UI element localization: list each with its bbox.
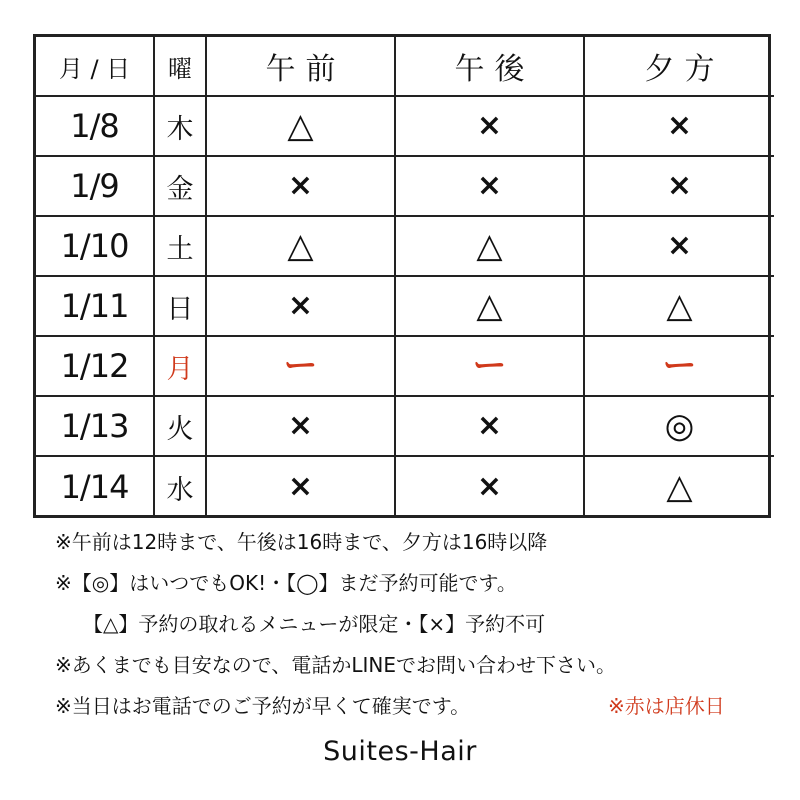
weekday-cell: 水 [155, 457, 207, 517]
availability-morning-cell: △ [207, 217, 396, 277]
brand-name: Suites-Hair [323, 736, 477, 767]
availability-evening-cell: × [585, 97, 774, 157]
header-weekday: 曜 [155, 37, 207, 97]
note-contact: ※あくまでも目安なので、電話かLINEでお問い合わせ下さい。 [55, 653, 616, 677]
availability-afternoon-cell: × [396, 457, 585, 517]
date-cell: 1/9 [36, 157, 155, 217]
weekday-cell: 土 [155, 217, 207, 277]
header-morning: 午前 [207, 37, 396, 97]
availability-morning-cell: ー [207, 337, 396, 397]
date-cell: 1/8 [36, 97, 155, 157]
date-cell: 1/12 [36, 337, 155, 397]
date-cell: 1/11 [36, 277, 155, 337]
weekday-cell: 火 [155, 397, 207, 457]
holiday-note: ※赤は店休日 [608, 694, 725, 718]
date-cell: 1/14 [36, 457, 155, 517]
availability-morning-cell: × [207, 277, 396, 337]
date-cell: 1/13 [36, 397, 155, 457]
note-symbol-legend-2: 【△】予約の取れるメニューが限定・【×】予約不可 [83, 612, 546, 636]
header-afternoon: 午後 [396, 37, 585, 97]
availability-morning-cell: × [207, 457, 396, 517]
weekday-cell: 金 [155, 157, 207, 217]
note-time-definition: ※午前は12時まで、午後は16時まで、夕方は16時以降 [55, 530, 548, 554]
availability-evening-cell: △ [585, 277, 774, 337]
header-evening: 夕方 [585, 37, 774, 97]
date-cell: 1/10 [36, 217, 155, 277]
note-symbol-legend-1: ※【◎】はいつでもOK!・【◯】まだ予約可能です。 [55, 571, 517, 595]
weekday-cell: 日 [155, 277, 207, 337]
note-same-day: ※当日はお電話でのご予約が早くて確実です。 [55, 694, 471, 718]
availability-evening-cell: ー [585, 337, 774, 397]
weekday-cell: 月 [155, 337, 207, 397]
availability-evening-cell: × [585, 217, 774, 277]
availability-evening-cell: △ [666, 467, 693, 507]
availability-afternoon-cell: ー [396, 337, 585, 397]
schedule-table [33, 34, 771, 518]
weekday-cell: 木 [155, 97, 207, 157]
availability-morning-cell: × [207, 157, 396, 217]
availability-afternoon-cell: △ [396, 217, 585, 277]
availability-evening-cell: × [585, 157, 774, 217]
availability-afternoon-cell: △ [396, 277, 585, 337]
availability-evening-cell: ◎ [585, 397, 774, 457]
availability-afternoon-cell: × [396, 397, 585, 457]
availability-afternoon-cell: × [396, 157, 585, 217]
availability-morning-cell: △ [207, 97, 396, 157]
availability-morning-cell: × [207, 397, 396, 457]
availability-afternoon-cell: × [396, 97, 585, 157]
header-date: 月 / 日 [36, 37, 155, 97]
